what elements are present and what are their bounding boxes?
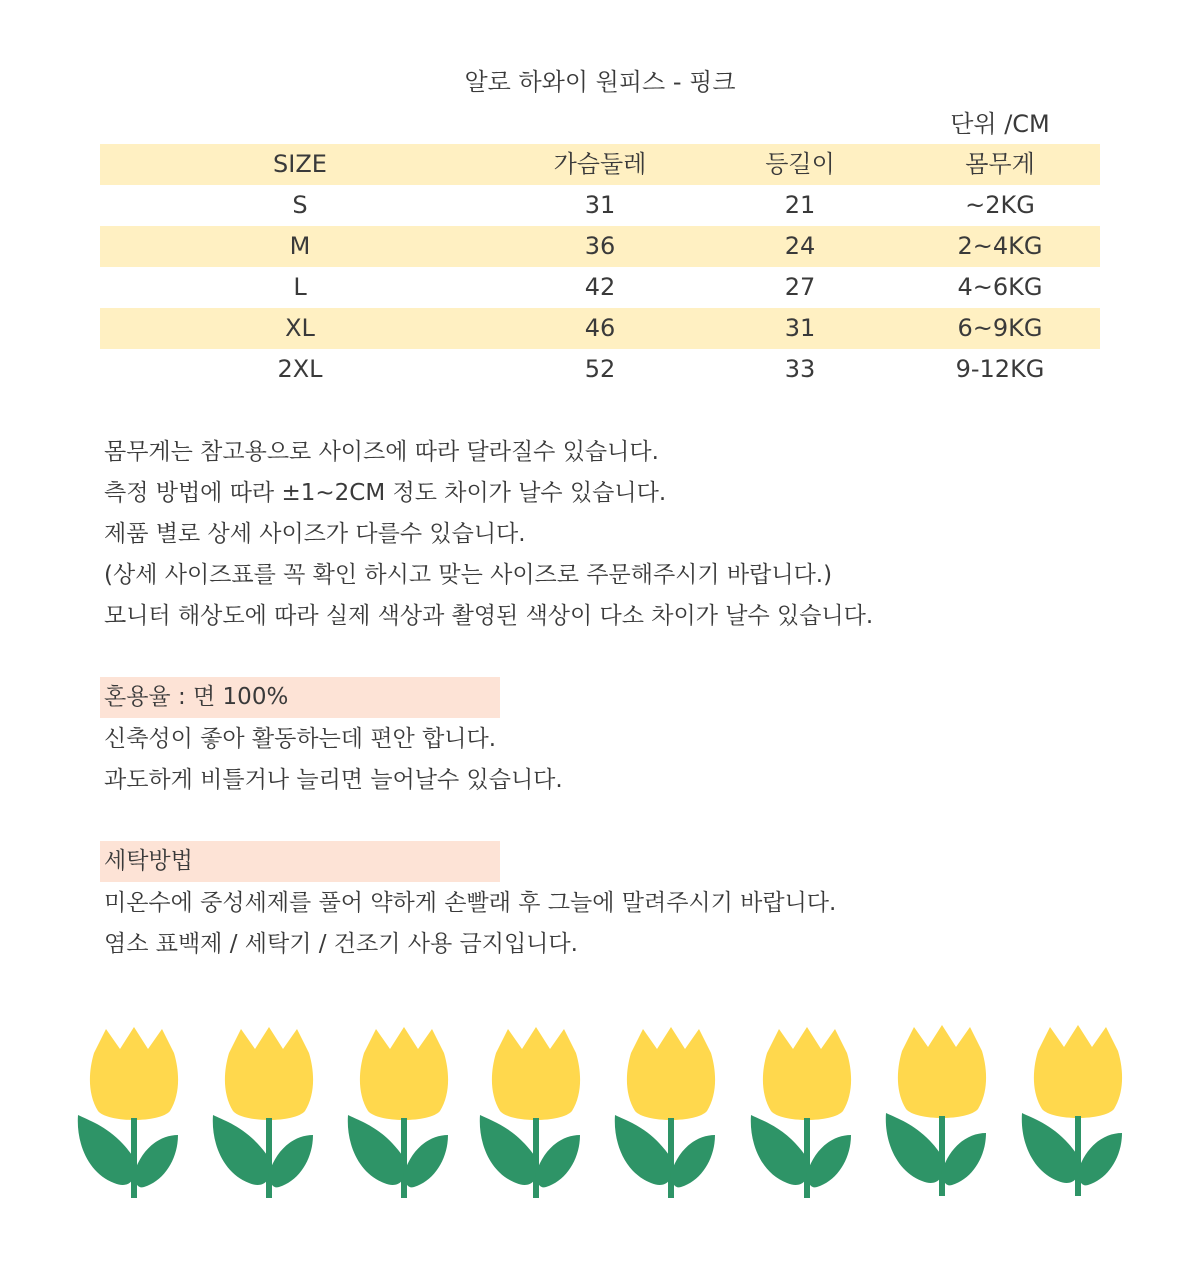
cell-chest: 42 xyxy=(584,273,616,301)
washing-line: 염소 표백제 / 세탁기 / 건조기 사용 금지입니다. xyxy=(104,931,578,957)
table-row xyxy=(100,308,1100,349)
header-size: SIZE xyxy=(273,150,327,178)
cell-size: XL xyxy=(285,314,315,342)
note-line: 몸무게는 참고용으로 사이즈에 따라 달라질수 있습니다. xyxy=(104,439,659,465)
cell-weight: 6~9KG xyxy=(957,314,1043,342)
cell-back-length: 27 xyxy=(784,273,816,301)
cell-back-length: 24 xyxy=(784,232,816,260)
cell-weight: 4~6KG xyxy=(957,273,1043,301)
tulip-icon xyxy=(886,1025,986,1196)
cell-size: L xyxy=(293,273,307,301)
header-weight: 몸무게 xyxy=(965,150,1035,178)
cell-size: M xyxy=(289,232,311,260)
table-row xyxy=(100,185,1100,226)
cell-back-length: 31 xyxy=(784,314,816,342)
cell-chest: 31 xyxy=(584,191,616,219)
cell-chest: 52 xyxy=(584,355,616,383)
note-line: 제품 별로 상세 사이즈가 다를수 있습니다. xyxy=(104,521,526,547)
cell-chest: 36 xyxy=(584,232,616,260)
size-notes xyxy=(104,432,873,637)
table-row xyxy=(100,267,1100,308)
tulip-icon xyxy=(1022,1025,1122,1196)
table-row xyxy=(100,349,1100,390)
tulip-icon xyxy=(480,1027,580,1198)
note-line: (상세 사이즈표를 꼭 확인 하시고 맞는 사이즈로 주문해주시기 바랍니다.) xyxy=(104,562,833,588)
cell-back-length: 21 xyxy=(784,191,816,219)
cell-weight: 9-12KG xyxy=(955,355,1045,383)
note-line: 모니터 해상도에 따라 실제 색상과 촬영된 색상이 다소 차이가 날수 있습니다. xyxy=(104,603,874,629)
table-row xyxy=(100,226,1100,267)
washing-line: 미온수에 중성세제를 풀어 약하게 손빨래 후 그늘에 말려주시기 바랍니다. xyxy=(104,890,837,916)
cell-back-length: 33 xyxy=(784,355,816,383)
tulip-icon xyxy=(78,1027,178,1198)
tulip-decoration xyxy=(74,1015,1130,1200)
washing-notes xyxy=(104,883,836,965)
material-notes xyxy=(104,719,563,801)
unit-label: 단위 /CM xyxy=(950,110,1050,138)
cell-chest: 46 xyxy=(584,314,616,342)
material-label: 혼용율 : 면 100% xyxy=(100,677,500,718)
tulip-icon xyxy=(751,1027,851,1198)
product-title: 알로 하와이 원피스 - 핑크 xyxy=(464,68,736,96)
note-line: 측정 방법에 따라 ±1~2CM 정도 차이가 날수 있습니다. xyxy=(104,480,667,506)
tulip-icon xyxy=(213,1027,313,1198)
header-back-length: 등길이 xyxy=(765,150,835,178)
tulip-icon xyxy=(348,1027,448,1198)
material-line: 신축성이 좋아 활동하는데 편안 합니다. xyxy=(104,726,497,752)
cell-weight: ~2KG xyxy=(965,191,1035,219)
washing-label: 세탁방법 xyxy=(100,841,500,882)
cell-weight: 2~4KG xyxy=(957,232,1043,260)
cell-size: S xyxy=(292,191,308,219)
material-line: 과도하게 비틀거나 늘리면 늘어날수 있습니다. xyxy=(104,767,563,793)
tulip-icon xyxy=(615,1027,715,1198)
size-table xyxy=(100,144,1100,390)
cell-size: 2XL xyxy=(277,355,323,383)
header-chest: 가슴둘레 xyxy=(553,150,647,178)
table-header-row xyxy=(100,144,1100,185)
